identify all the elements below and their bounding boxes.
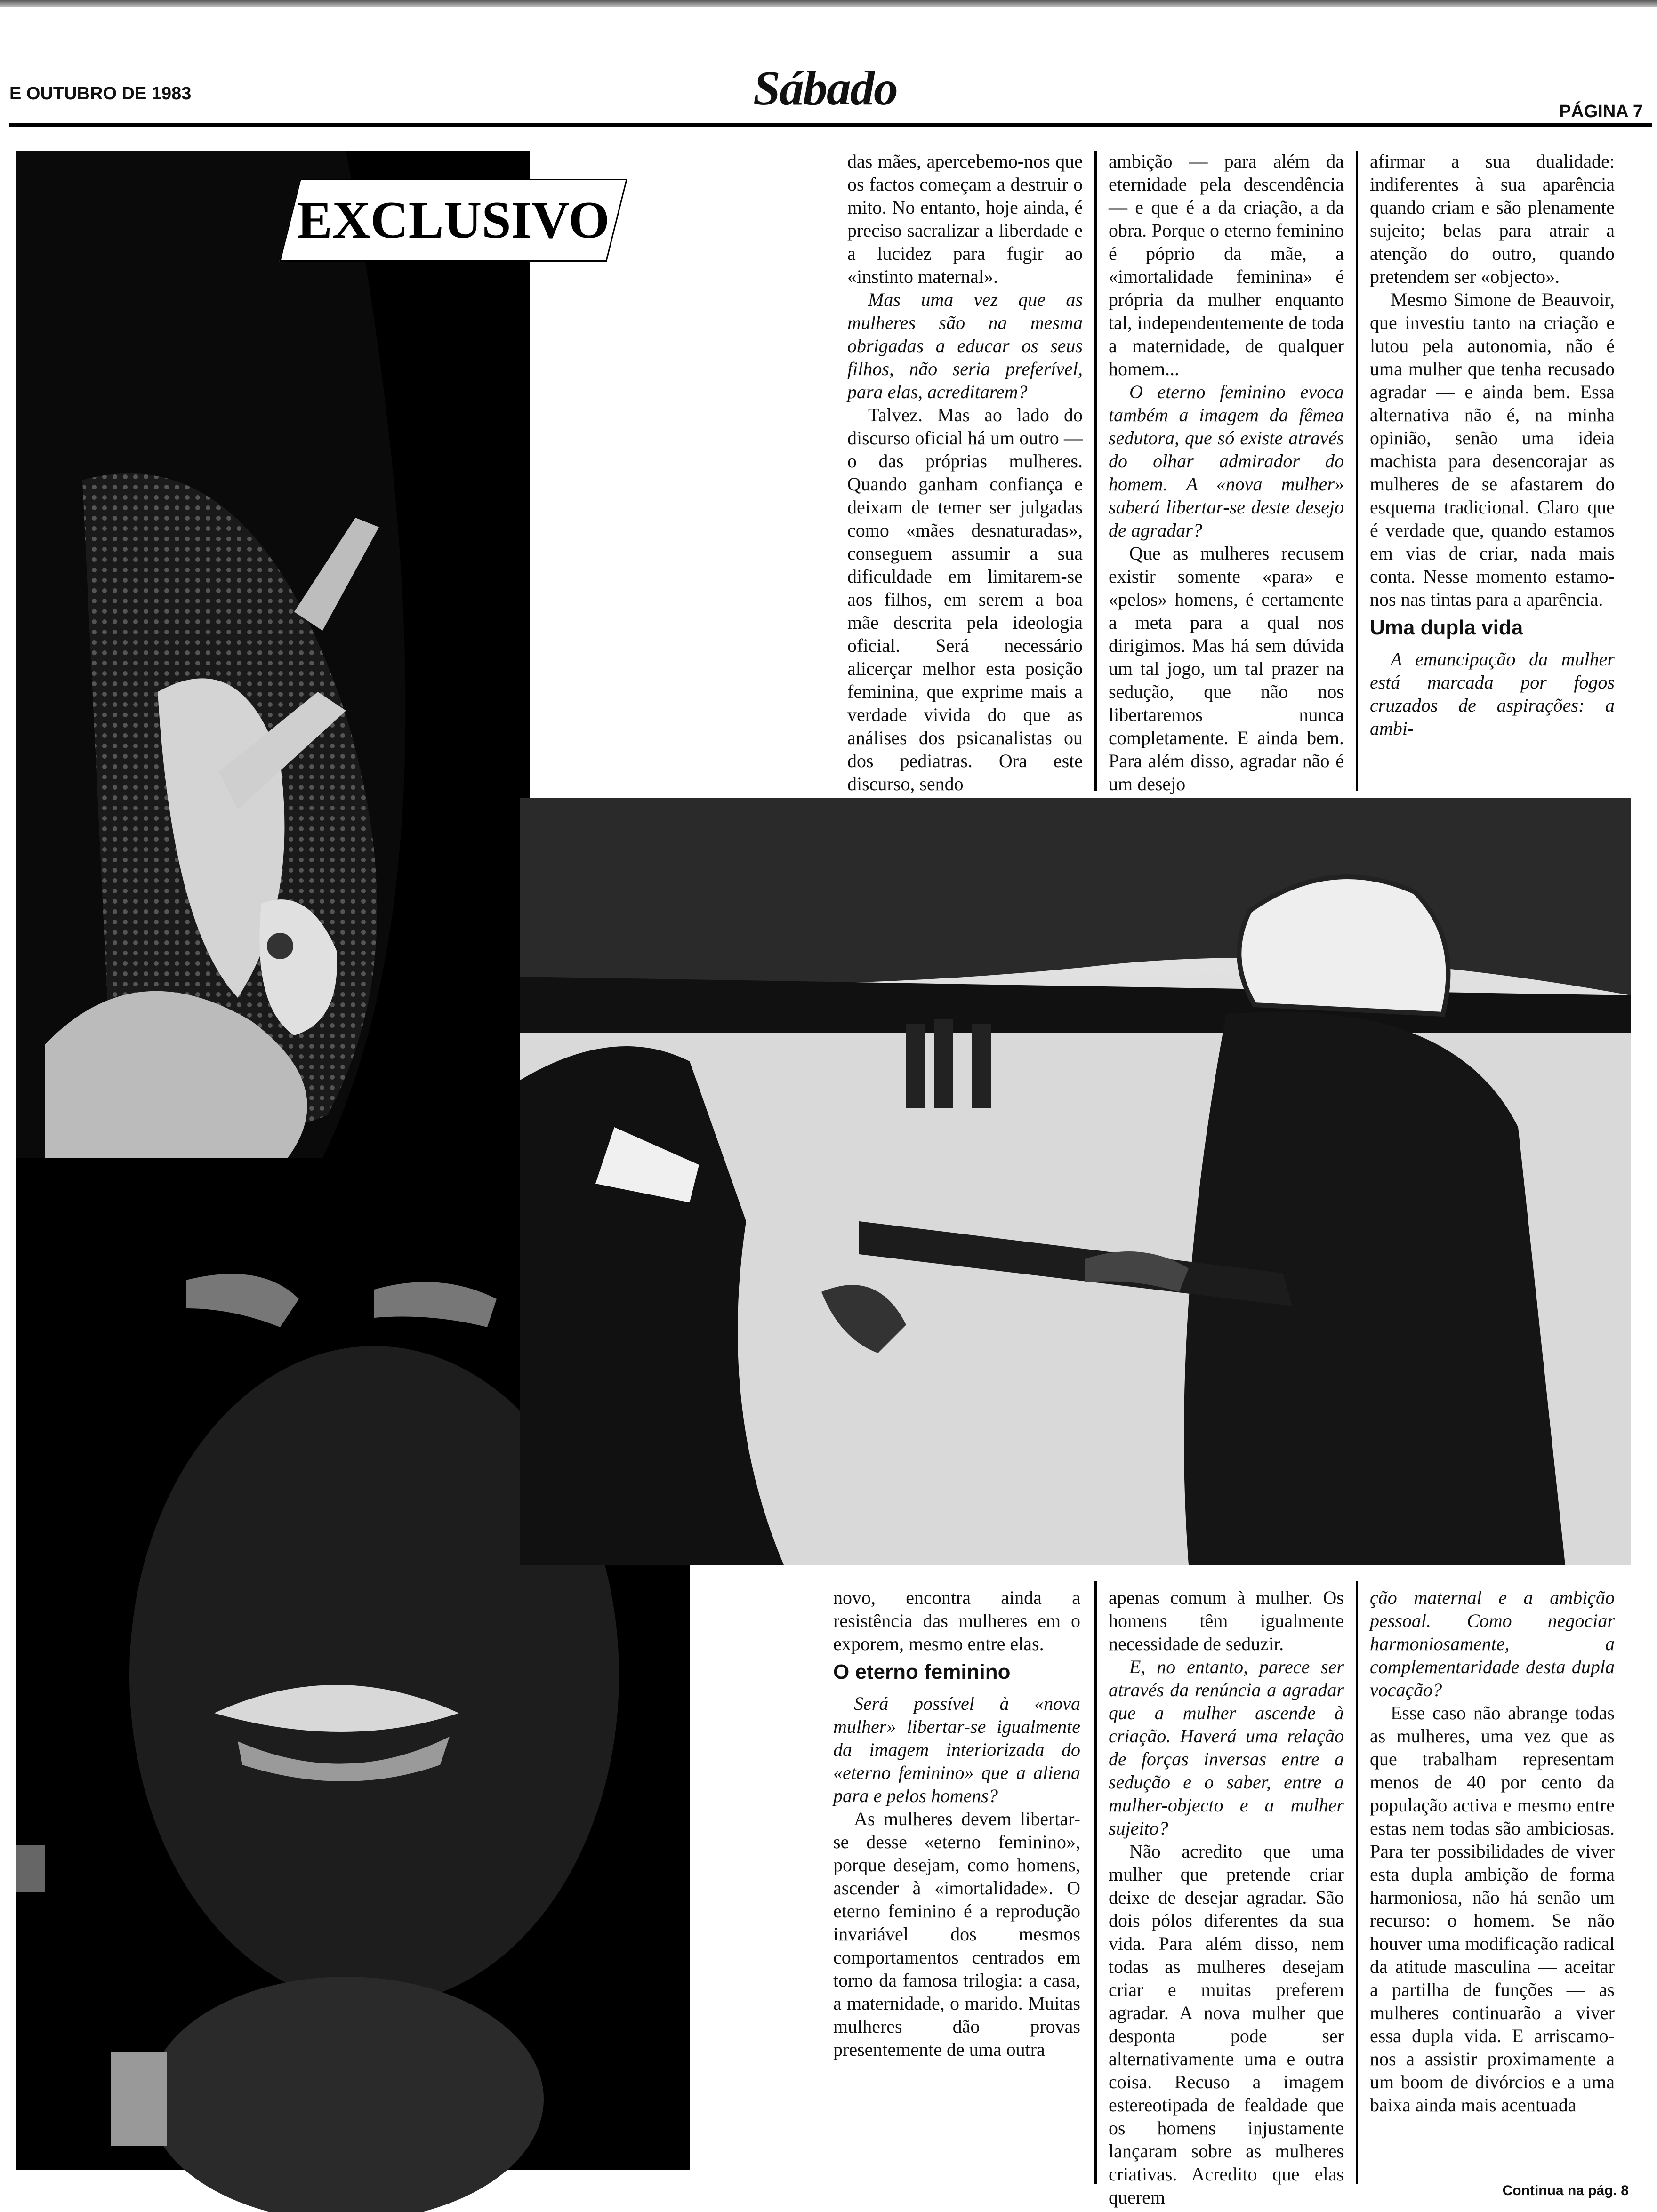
top-column-1 — [847, 150, 1083, 797]
paragraph: afirmar a sua dualidade: indiferentes à sua aparência quando criam e são plenamente sujeito; belas para atrair a atenção do outro, quando pretendem ser «objecto». — [1370, 151, 1615, 287]
exclusive-banner: EXCLUSIVO — [279, 179, 627, 262]
paragraph: Talvez. Mas ao lado do discurso oficial há um outro — o das próprias mulheres. Quando ganham confiança e deixam de temer ser julgadas como «mães desnaturadas», conseguem assumir a sua dificuldade em limitarem-se aos filhos, em serem a boa mãe descrita pela ideologia oficial. Será necessário alicerçar melhor esta posição feminina, que exprime mais a verdade vivida do que as análises dos psicanalistas ou dos pediatras. Ora este discurso, sendo — [847, 404, 1083, 794]
top-column-2 — [1109, 150, 1344, 797]
paragraph: das mães, apercebemo-nos que os factos começam a destruir o mito. No entanto, hoje ainda, é preciso sacralizar a liberdade e a lucidez para fugir ao «instinto maternal». — [847, 151, 1083, 287]
paragraph: Mesmo Simone de Beauvoir, que investiu tanto na criação e lutou pela autonomia, não é uma mulher que tenha recusado agradar — e ainda bem. Essa alternativa não é, na minha opinião, senão uma ideia machista para desencorajar as mulheres de se afastarem do esquema tradicional. Claro que é verdade que, quando estamos em vias de criar, nada mais conta. Nesse momento estamo-nos nas tintas para a aparência. — [1370, 289, 1615, 610]
bottom-column-1 — [833, 1586, 1080, 2193]
photo-soldier-parade — [520, 798, 1631, 1565]
paragraph: Não acredito que uma mulher que pretende criar deixe de desejar agradar. São dois pólos diferentes da sua vida. Para além disso, nem todas as mulheres desejam criar e muitas preferem agradar. A nova mulher que desponta pode ser alternativamente uma e outra coisa. Recuso a imagem estereotipada de fealdade que os homens injustamente lançaram sobre as mulheres criativas. Acredito que elas querem — [1109, 1841, 1344, 2208]
paragraph: ambição — para além da eternidade pela descendência — e que é a da criação, a da obra. Porque o eterno feminino é póprio da mãe, a «imortalidade feminina» é própria da mulher enquanto tal, independentemente de toda a maternidade, de qualquer homem... — [1109, 151, 1344, 379]
top-column-3 — [1370, 150, 1615, 797]
column-rule-1 — [1094, 151, 1097, 791]
paragraph: O eterno feminino evoca também a imagem da fêmea sedutora, que só existe através do olhar admirador do homem. A «nova mulher» saberá libertar-se deste desejo de agradar? — [1109, 381, 1344, 541]
paragraph: As mulheres devem libertar-se desse «eterno feminino», porque desejam, como homens, ascender à «imortalidade». O eterno feminino é a reprodução invariável dos mesmos comportamentos centrados em torno da famosa trilogia: a casa, a maternidade, o marido. Muitas mulheres dão provas presentemente de uma outra — [833, 1808, 1080, 2060]
paragraph: Esse caso não abrange todas as mulheres, uma vez que as que trabalham representam menos de 40 por cento da população activa e mesmo entre estas nem todas são ambiciosas. Para ter possibilidades de viver esta dupla ambição de forma harmoniosa, não há senão um recurso: o homem. Se não houver uma modificação radical da atitude masculina — aceitar a partilha de funções — as mulheres continuarão a viver essa dupla vida. E arriscamo-nos a assistir proximamente a um boom de divórcios e a uma baixa ainda mais acentuada — [1370, 1702, 1615, 2116]
column-rule-4 — [1356, 1581, 1358, 2184]
column-rule-2 — [1356, 151, 1358, 791]
header-rule — [9, 123, 1652, 127]
top-edge — [0, 0, 1657, 7]
issue-date: E OUTUBRO DE 1983 — [9, 84, 192, 104]
paragraph: A emancipação da mulher está marcada por fogos cruzados de aspirações: a ambi- — [1370, 649, 1615, 739]
paragraph: Será possível à «nova mulher» libertar-se igualmente da imagem interiorizada do «eterno feminino» que a aliena para e pelos homens? — [833, 1693, 1080, 1806]
bottom-column-3 — [1370, 1586, 1615, 2170]
section-heading: O eterno feminino — [833, 1660, 1011, 1683]
bottom-column-2 — [1109, 1586, 1344, 2208]
masthead-logo: Sábado — [753, 61, 897, 115]
paragraph: Que as mulheres recusem existir somente «para» e «pelos» homens, é certamente a meta para a qual nos dirigimos. Mas há sem dúvida um tal jogo, um tal prazer na sedução, que não nos libertaremos nunca completamente. E ainda bem. Para além disso, agradar não é um desejo — [1109, 543, 1344, 794]
photo-woman-upside-down — [16, 151, 530, 1167]
paragraph: E, no entanto, parece ser através da renúncia a agradar que a mulher ascende à criação. Haverá uma relação de forças inversas entre a sedução e o saber, entre a mulher-objecto e a mulher sujeito? — [1109, 1656, 1344, 1839]
paragraph: ção maternal e a ambição pessoal. Como negociar harmoniosamente, a complementaridade desta dupla vocação? — [1370, 1587, 1615, 1700]
page-number: PÁGINA 7 — [1559, 102, 1643, 121]
paragraph: apenas comum à mulher. Os homens têm igualmente necessidade de seduzir. — [1109, 1587, 1344, 1654]
section-heading: Uma dupla vida — [1370, 616, 1523, 639]
paragraph: Mas uma vez que as mulheres são na mesma obrigadas a educar os seus filhos, não seria preferível, para elas, acreditarem? — [847, 289, 1083, 402]
continues-note: Continua na pág. 8 — [1502, 2183, 1629, 2198]
paragraph: novo, encontra ainda a resistência das mulheres em o exporem, mesmo entre elas. — [833, 1587, 1080, 1654]
column-rule-3 — [1094, 1581, 1097, 2184]
